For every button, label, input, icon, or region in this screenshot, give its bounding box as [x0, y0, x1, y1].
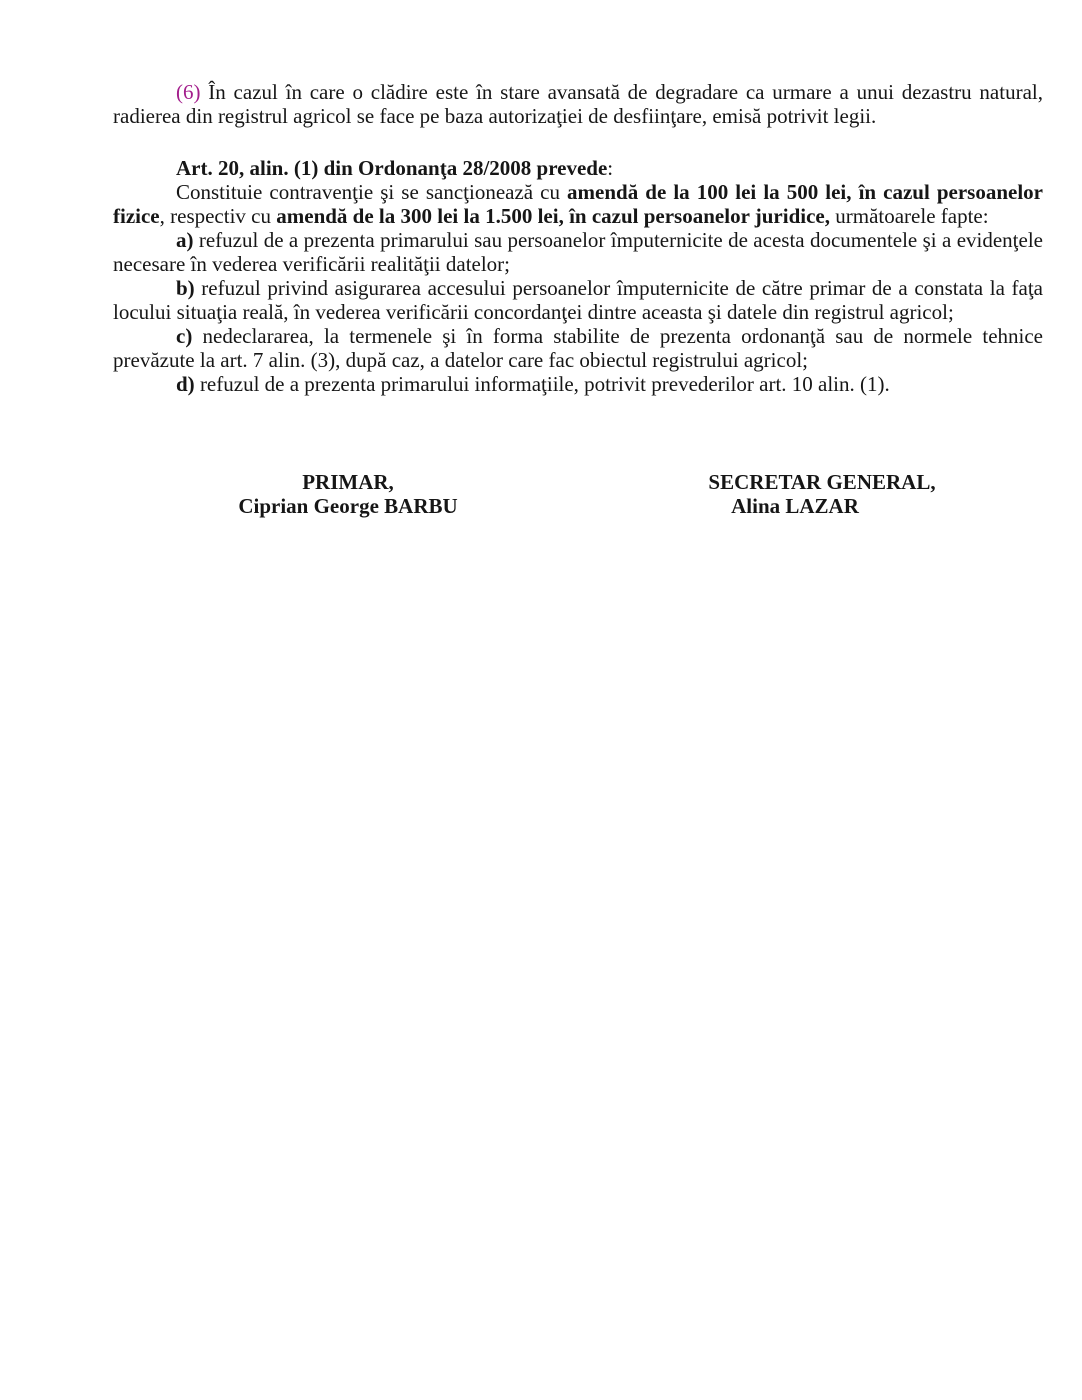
signature-secretar-general	[708, 470, 935, 518]
list-item-d	[113, 372, 1043, 396]
list-item-c	[113, 324, 1043, 372]
text-run: nedeclararea, la termenele şi în forma stabilite de prezenta ordonanţă sau de normele tehnice prevăzute la art. 7 alin. (3), după caz, a datelor care fac obiectul registrului agricol;	[113, 324, 1043, 372]
signature-name: Alina LAZAR	[731, 494, 859, 518]
paragraph-intro	[113, 180, 1043, 228]
text-run: amendă de la 300 lei la 1.500 lei, în cazul persoanelor juridice,	[276, 204, 830, 228]
paragraph-alin-6	[113, 80, 1043, 128]
list-item-a	[113, 228, 1043, 276]
list-item-b	[113, 276, 1043, 324]
text-run: a)	[176, 228, 194, 252]
text-run: Constituie contravenţie şi se sancţionează cu	[176, 180, 568, 204]
text-run: b)	[176, 276, 195, 300]
text-run: refuzul privind asigurarea accesului persoanelor împuternicite de către primar de a constata la faţa locului situaţia reală, în vederea verificării concordanţei dintre aceasta şi datele din registrul agricol;	[113, 276, 1043, 324]
text-run: refuzul de a prezenta primarului sau persoanelor împuternicite de acesta documentele şi a evidenţele necesare în vederea verificării realităţii datelor;	[113, 228, 1043, 276]
text-run: d)	[176, 372, 195, 396]
signature-title: PRIMAR,	[302, 470, 394, 494]
text-run: următoarele fapte:	[830, 204, 989, 228]
text-run: În cazul în care o clădire este în stare avansată de degradare ca urmare a unui dezastru natural, radierea din registrul agricol se face pe baza autorizaţiei de desfiinţare, emisă potrivit legii.	[113, 80, 1043, 128]
text-run: (6)	[176, 80, 201, 104]
text-run: refuzul de a prezenta primarului informaţiile, potrivit prevederilor art. 10 alin. (1).	[194, 372, 890, 396]
text-run: c)	[176, 324, 193, 348]
signature-name: Ciprian George BARBU	[238, 494, 458, 518]
text-run: amendă de la 100 lei la 500 lei, în cazul persoanelor fizice	[113, 180, 1043, 228]
text-run: , respectiv cu	[159, 204, 277, 228]
text-run: Art. 20, alin. (1) din Ordonanţa 28/2008 prevede	[176, 156, 608, 180]
heading-art-20	[113, 156, 1043, 180]
signature-primar	[238, 470, 457, 518]
text-run: :	[607, 156, 614, 180]
document-body	[113, 80, 1043, 396]
signature-title: SECRETAR GENERAL,	[708, 470, 936, 494]
signature-block	[113, 470, 1043, 530]
